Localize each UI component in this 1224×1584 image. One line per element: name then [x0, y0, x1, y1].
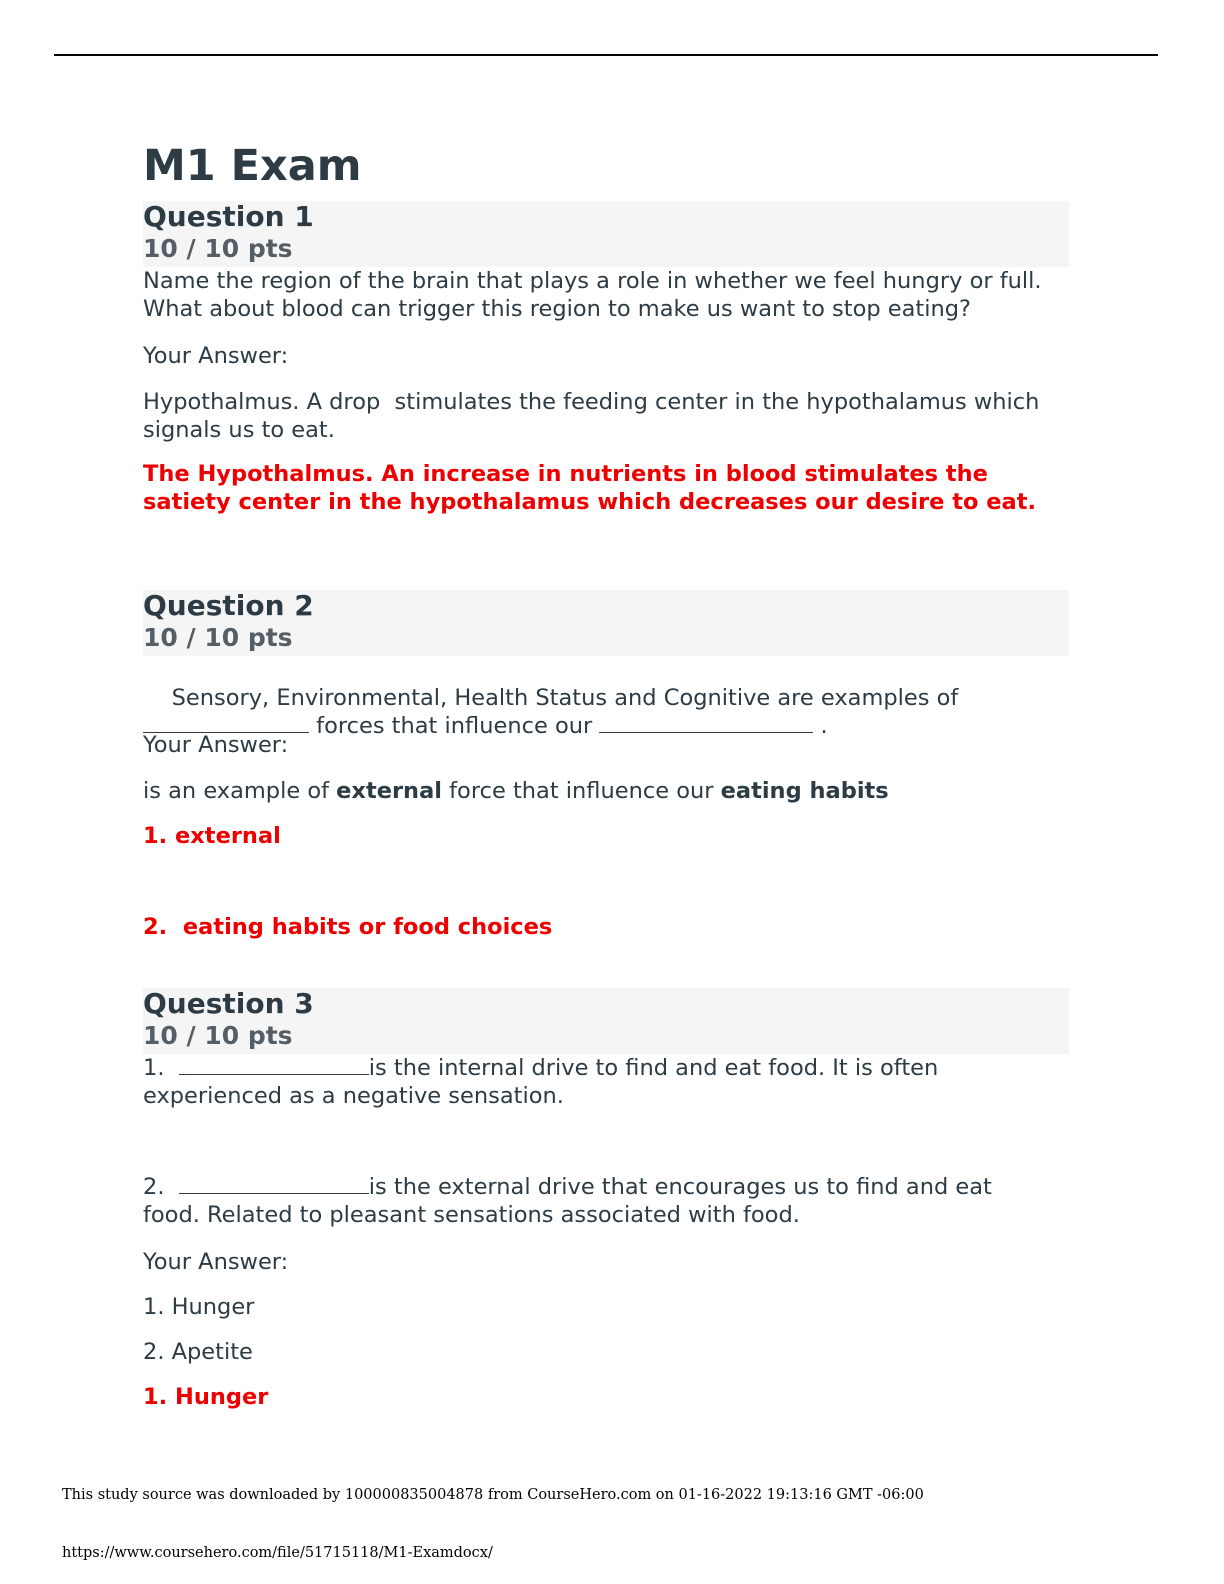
top-rule [54, 54, 1158, 56]
question-3-answer-2: 2. Apetite [143, 1339, 253, 1365]
question-2-correct-answer-2: 2. eating habits or food choices [143, 914, 553, 940]
question-1-title: Question 1 [143, 200, 314, 233]
question-2-header [143, 590, 1069, 656]
question-2-title: Question 2 [143, 589, 314, 622]
question-2-prompt-line1: Sensory, Environmental, Health Status and Cognitive are examples of [171, 685, 959, 711]
question-3-item-1 [143, 1054, 1073, 1110]
question-1-answer-label: Your Answer: [143, 343, 289, 369]
question-2-prompt-mid: forces that influence our [316, 713, 593, 739]
fill-blank-3 [179, 1056, 369, 1075]
question-2-correct-answer-1: 1. external [143, 823, 281, 849]
item-2-text: is the external drive that encourages us to find and eat [368, 1174, 992, 1200]
question-3-title: Question 3 [143, 987, 314, 1020]
question-3-header [143, 988, 1069, 1054]
question-2-prompt-end: . [820, 713, 828, 739]
page-title: M1 Exam [143, 141, 362, 191]
item-1-continuation: experienced as a negative sensation. [143, 1083, 564, 1109]
fill-blank-4 [179, 1175, 369, 1194]
item-2-number: 2. [143, 1174, 165, 1200]
footer-url[interactable]: https://www.coursehero.com/file/51715118/M1-Examdocx/ [62, 1545, 493, 1561]
question-1-points: 10 / 10 pts [143, 234, 293, 263]
item-1-text: is the internal drive to find and eat food. It is often [368, 1055, 939, 1081]
item-1-number: 1. [143, 1055, 165, 1081]
answer-text: is an example of [143, 778, 330, 804]
question-3-points: 10 / 10 pts [143, 1021, 293, 1050]
question-3-item-2 [143, 1173, 1073, 1229]
question-1-header [143, 201, 1069, 267]
question-3-answer-label: Your Answer: [143, 1249, 289, 1275]
question-2-points: 10 / 10 pts [143, 623, 293, 652]
question-1-answer: Hypothalmus. A drop stimulates the feeding center in the hypothalamus which signals us to eat. [143, 389, 1047, 443]
answer-bold-1: external [336, 778, 442, 804]
footer-source-line: This study source was downloaded by 100000835004878 from CourseHero.com on 01-16-2022 19:13:16 GMT -06:00 [62, 1487, 924, 1503]
question-2-answer-label: Your Answer: [143, 732, 289, 758]
question-1-correct-answer: The Hypothalmus. An increase in nutrients in blood stimulates the satiety center in the hypothalamus which decreases our desire to eat. [143, 461, 1037, 515]
question-2-answer [143, 777, 1073, 805]
question-3-answer-1: 1. Hunger [143, 1294, 255, 1320]
question-3-correct-answer: 1. Hunger [143, 1384, 269, 1410]
item-2-continuation: food. Related to pleasant sensations associated with food. [143, 1202, 800, 1228]
question-1-prompt: Name the region of the brain that plays a role in whether we feel hungry or full. What about blood can trigger this region to make us want to stop eating? [143, 268, 1049, 322]
answer-bold-2: eating habits [720, 778, 889, 804]
answer-text-mid: force that influence our [449, 778, 714, 804]
